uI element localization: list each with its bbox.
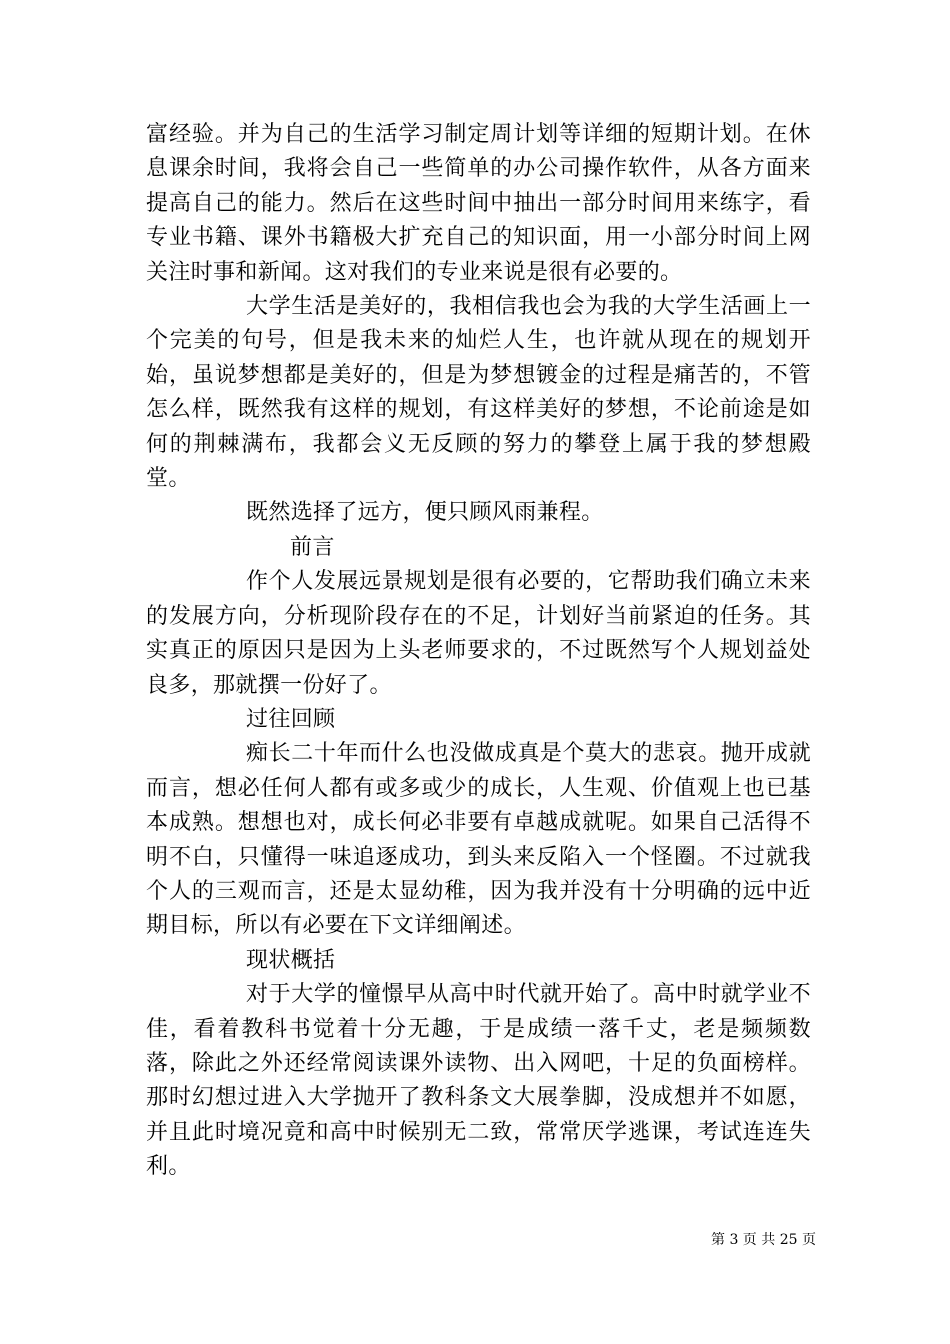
paragraph-motto: 既然选择了远方，便只顾风雨兼程。 — [246, 500, 604, 526]
paragraph-review: 痴长二十年而什么也没做成真是个莫大的悲哀。抛开成就而言，想必任何人都有或多或少的成长，人生观、价值观上也已基本成熟。想想也对，成长何必非要有卓越成就呢。如果自己活得不明不白，只懂得一味追逐成功，到头来反陷入一个怪圈。不过就我个人的三观而言，还是太显幼稚，因为我并没有十分明确的远中近期目标，所以有必要在下文详细阐述。 — [146, 741, 811, 939]
paragraph-status: 对于大学的憧憬早从高中时代就开始了。高中时就学业不佳，看着教科书觉着十分无趣，于是成绩一落千丈，老是频频数落，除此之外还经常阅读课外读物、出入网吧，十足的负面榜样。那时幻想过进入大学抛开了教科条文大展拳脚，没成想并不如愿，并且此时境况竟和高中时候别无二致，常常厌学逃课，考试连连失利。 — [146, 982, 811, 1180]
heading-preface: 前言 — [290, 534, 335, 560]
paragraph-college-life: 大学生活是美好的，我相信我也会为我的大学生活画上一个完美的句号，但是我未来的灿烂人生，也许就从现在的规划开始，虽说梦想都是美好的，但是为梦想镀金的过程是痛苦的，不管怎么样，既然我有这样的规划，有这样美好的梦想，不论前途是如何的荆棘满布，我都会义无反顾的努力的攀登上属于我的梦想殿堂。 — [146, 294, 811, 492]
document-body — [146, 118, 811, 1185]
heading-review: 过往回顾 — [246, 706, 336, 732]
heading-status: 现状概括 — [246, 947, 336, 973]
paragraph-continuation: 富经验。并为自己的生活学习制定周计划等详细的短期计划。在休息课余时间，我将会自己一些简单的办公司操作软件，从各方面来提高自己的能力。然后在这些时间中抽出一部分时间用来练字，看专业书籍、课外书籍极大扩充自己的知识面，用一小部分时间上网关注时事和新闻。这对我们的专业来说是很有必要的。 — [146, 122, 811, 285]
paragraph-preface: 作个人发展远景规划是很有必要的，它帮助我们确立未来的发展方向，分析现阶段存在的不足，计划好当前紧迫的任务。其实真正的原因只是因为上头老师要求的，不过既然写个人规划益处良多，那就撰一份好了。 — [146, 569, 811, 698]
page-number-footer: 第 3 页 共 25 页 — [711, 1232, 816, 1248]
